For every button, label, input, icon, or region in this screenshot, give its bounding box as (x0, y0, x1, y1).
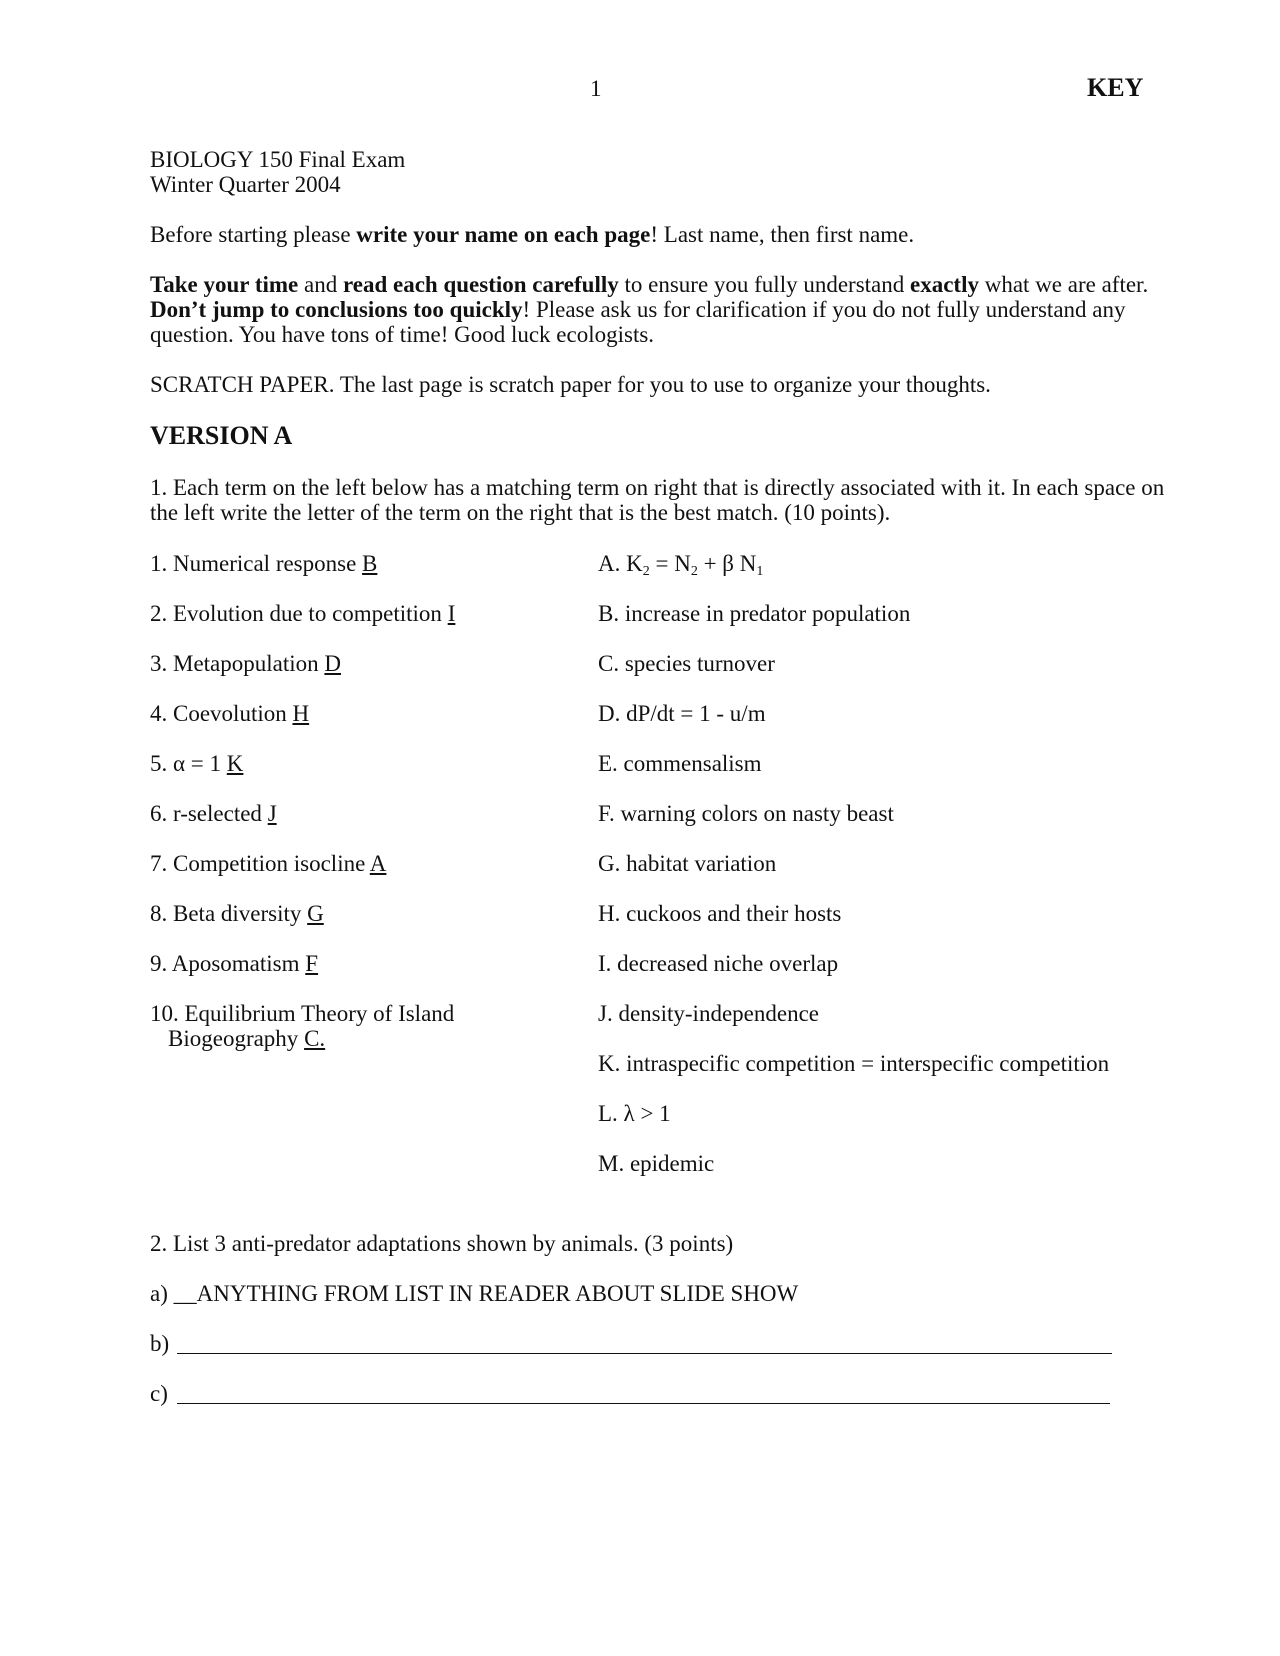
term-3: 3. Metapopulation D (150, 651, 342, 676)
instruction-scratch-paper: SCRATCH PAPER. The last page is scratch paper for you to use to organize your thoughts. (150, 372, 991, 397)
term-8-answer: G (307, 901, 324, 926)
term-3-answer: D (324, 651, 342, 676)
option-l: L. λ > 1 (598, 1101, 671, 1126)
q2-answer-line-c[interactable] (177, 1403, 1110, 1404)
q2-answer-line-b[interactable] (177, 1353, 1112, 1354)
exam-title: BIOLOGY 150 Final Exam (150, 147, 406, 172)
term-1: 1. Numerical response B (150, 551, 378, 576)
term-10: 10. Equilibrium Theory of Island (150, 1001, 455, 1026)
option-h: H. cuckoos and their hosts (598, 901, 842, 926)
option-b: B. increase in predator population (598, 601, 911, 626)
answer-key-label: KEY (1087, 73, 1144, 102)
instruction-name: Before starting please write your name on each page! Last name, then first name. (150, 222, 915, 247)
option-d: D. dP/dt = 1 - u/m (598, 701, 766, 726)
term-6-answer: J (267, 801, 277, 826)
option-m: M. epidemic (598, 1151, 715, 1176)
term-2: 2. Evolution due to competition I (150, 601, 456, 626)
term-8: 8. Beta diversity G (150, 901, 324, 926)
exam-term: Winter Quarter 2004 (150, 172, 341, 197)
term-9-answer: F (305, 951, 319, 976)
term-10-answer: C. (304, 1026, 326, 1051)
term-9: 9. Aposomatism F (150, 951, 319, 976)
option-j: J. density-independence (598, 1001, 819, 1026)
option-i: I. decreased niche overlap (598, 951, 839, 976)
q2-label-b: b) (150, 1331, 170, 1356)
term-5: 5. α = 1 K (150, 751, 244, 776)
term-10-line2: Biogeography C. (168, 1026, 326, 1051)
option-c: C. species turnover (598, 651, 775, 676)
q2-answer-a: a) __ANYTHING FROM LIST IN READER ABOUT SLIDE SHOW (150, 1281, 799, 1306)
term-7-answer: A (369, 851, 387, 876)
term-4: 4. Coevolution H (150, 701, 310, 726)
option-k: K. intraspecific competition = interspecific competition (598, 1051, 1110, 1076)
term-1-answer: B (362, 551, 378, 576)
q2-label-c: c) (150, 1381, 168, 1406)
term-7: 7. Competition isocline A (150, 851, 387, 876)
term-6: 6. r-selected J (150, 801, 277, 826)
q2-prompt: 2. List 3 anti-predator adaptations shown by animals. (3 points) (150, 1231, 734, 1256)
option-a: A. $K_2 = N_2 + \beta$ $N_1$ (598, 551, 764, 579)
page-number: 1 (590, 76, 602, 101)
option-e: E. commensalism (598, 751, 762, 776)
term-2-answer: I (447, 601, 456, 626)
version-heading: VERSION A (150, 421, 293, 450)
instruction-take-time: Take your time and read each question carefully to ensure you fully understand exactly what we are after. Don’t jump to conclusions too quickly! Please ask us for clarification if you do not fully understand any question. You have tons of time! Good luck ecologists. (150, 272, 1149, 347)
q1-prompt: 1. Each term on the left below has a matching term on right that is directly associated with it. In each space on the left write the letter of the term on the right that is the best match. (10 points). (150, 475, 1165, 525)
term-4-answer: H (292, 701, 310, 726)
term-5-answer: K (226, 751, 244, 776)
option-g: G. habitat variation (598, 851, 777, 876)
option-f: F. warning colors on nasty beast (598, 801, 894, 826)
